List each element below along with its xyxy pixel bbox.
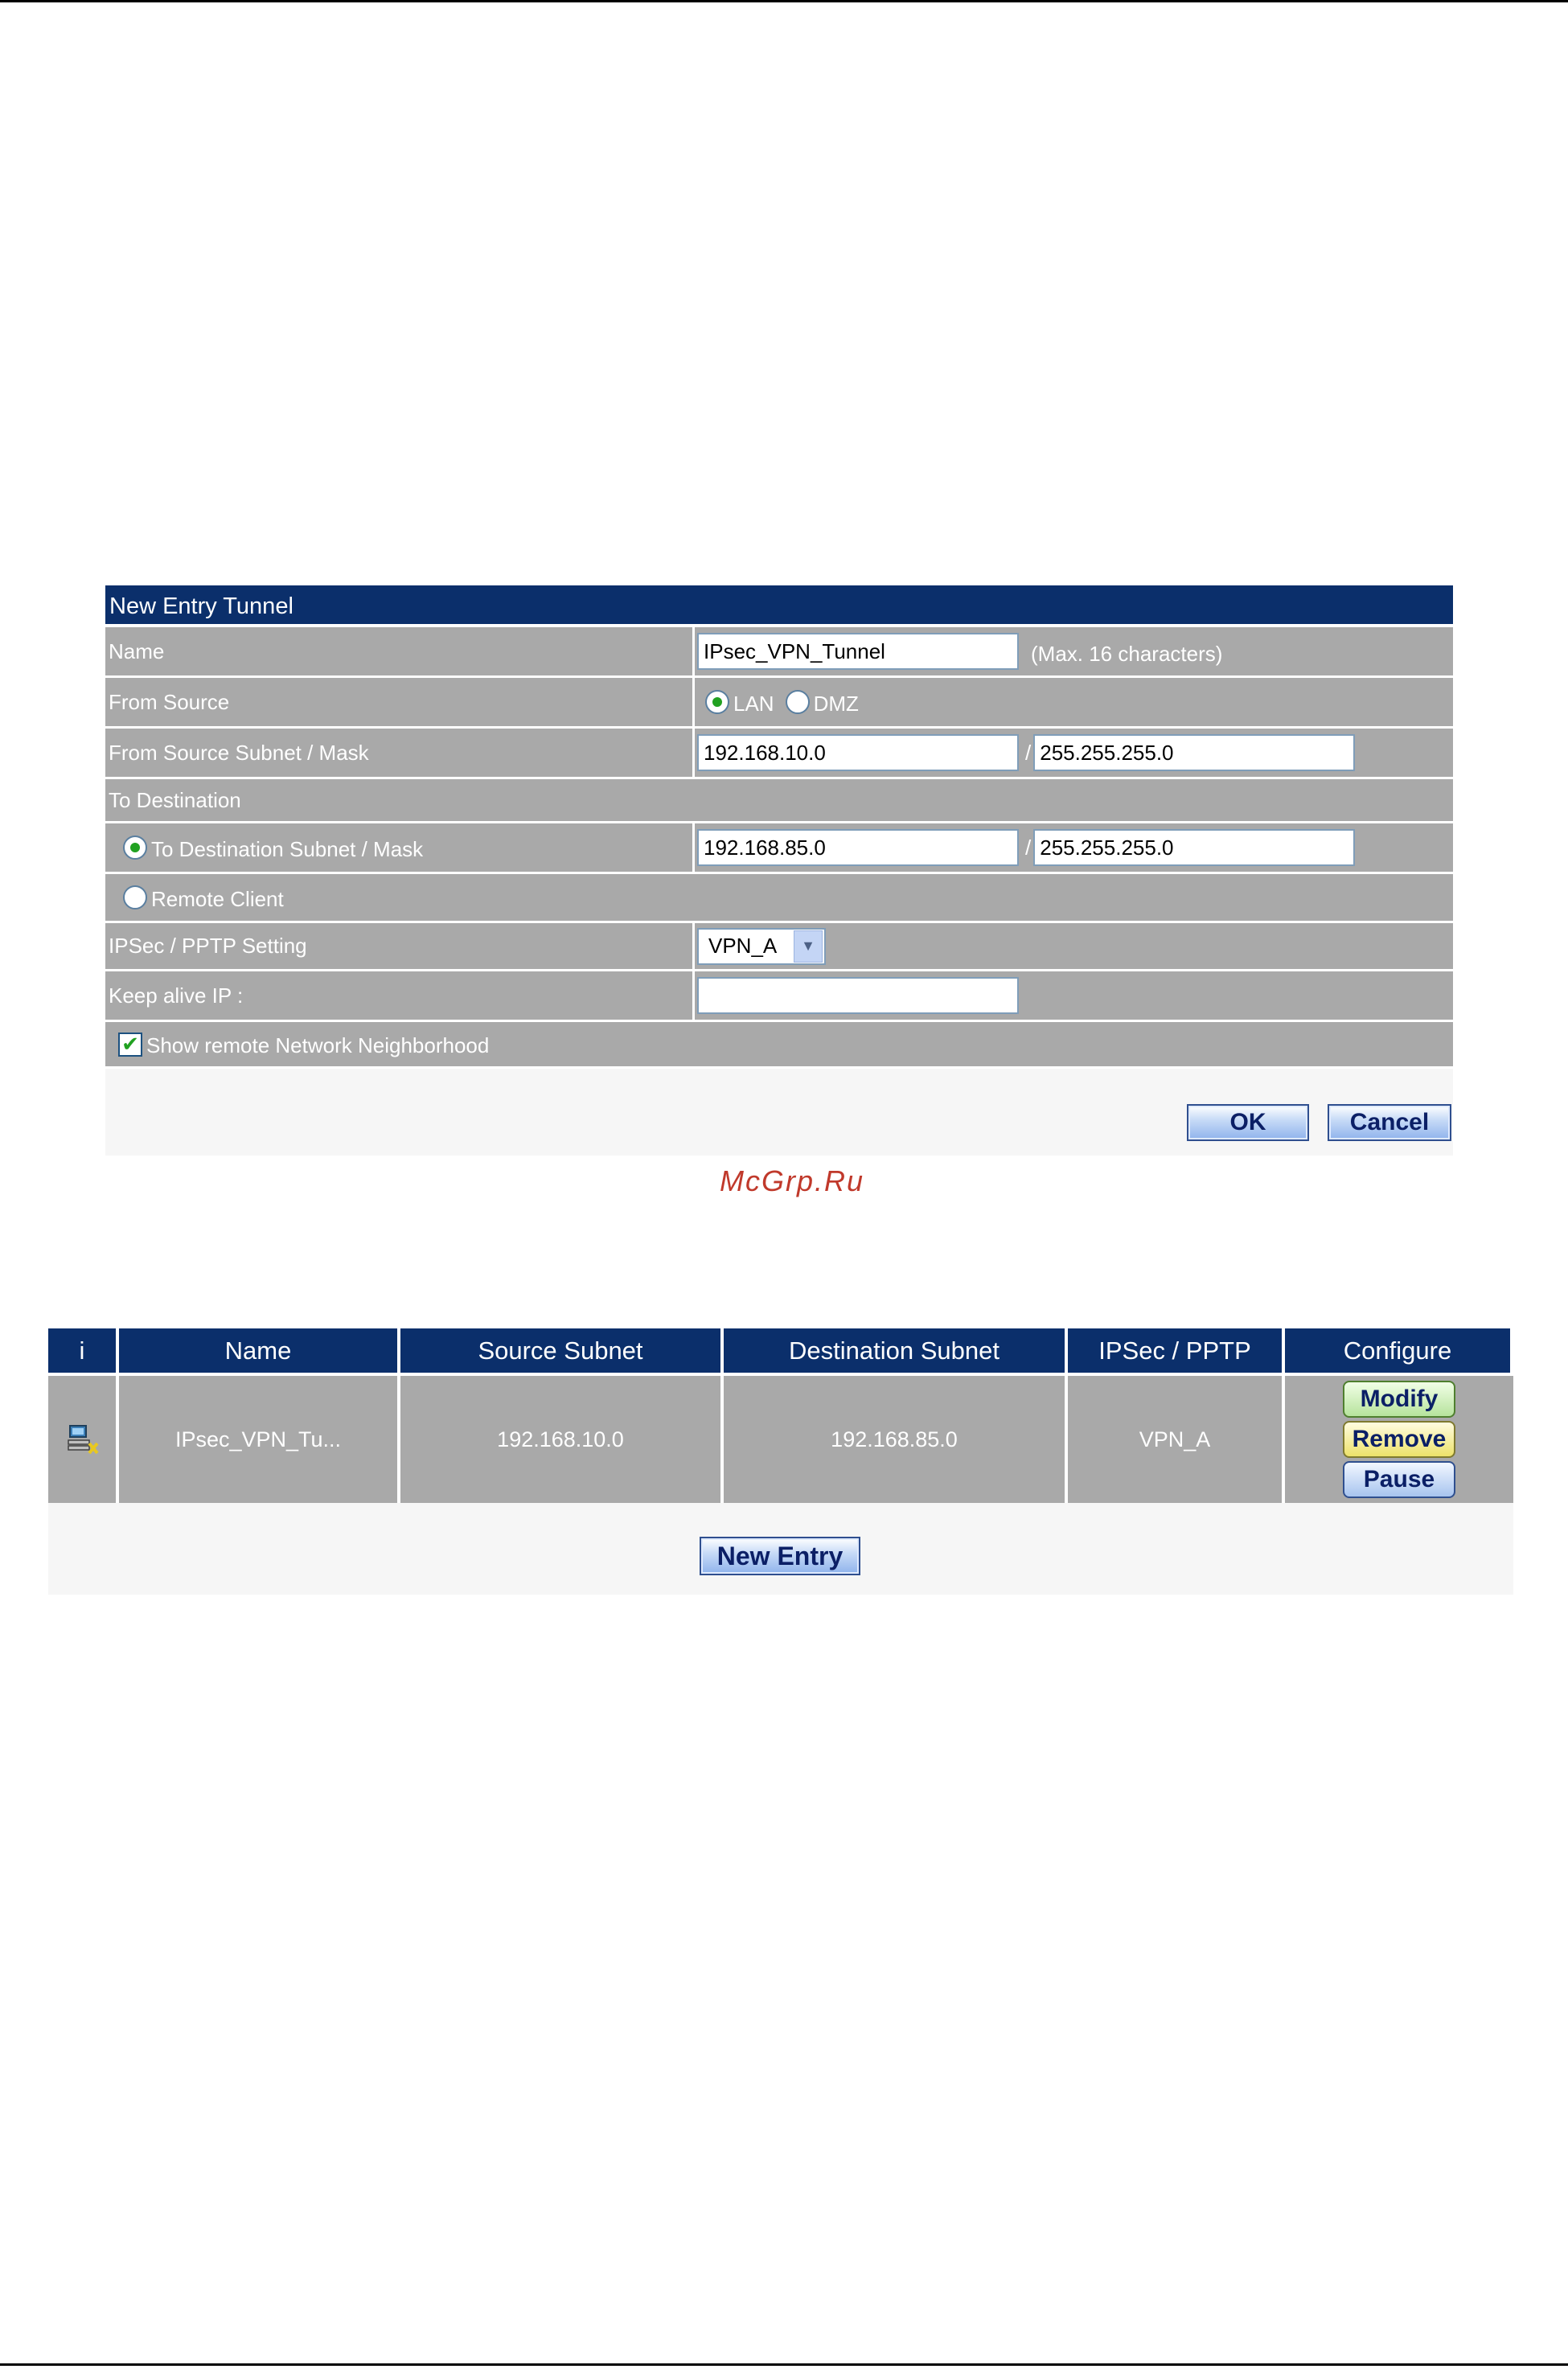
list-button-bar [48,1503,1513,1595]
new-entry-button[interactable]: New Entry [700,1537,860,1575]
keepalive-input[interactable] [697,977,1019,1014]
pause-button[interactable]: Pause [1343,1461,1455,1498]
source-subnet-cell [695,729,1453,777]
chevron-down-icon[interactable]: ▼ [794,930,823,963]
keepalive-row [105,971,1453,1022]
dest-slash: / [1025,835,1032,860]
dest-subnet-input[interactable] [697,829,1019,866]
watermark: McGrp.Ru [719,1164,865,1197]
to-destination-row [105,779,1453,823]
show-neighborhood-cell [105,1022,1453,1066]
remove-button[interactable]: Remove [1343,1421,1455,1458]
lan-radio[interactable] [705,690,729,714]
to-destination-label: To Destination [105,779,1453,821]
ipsec-setting-label: IPSec / PPTP Setting [105,923,695,969]
dest-subnet-cell [695,823,1453,872]
from-source-label: From Source [105,678,695,726]
form-title: New Entry Tunnel [105,585,1453,627]
keepalive-cell [695,971,1453,1020]
remote-client-cell [105,874,1453,921]
show-neighborhood-row [105,1022,1453,1069]
remote-client-label: Remote Client [151,886,284,911]
remote-client-row [105,874,1453,923]
show-neighborhood-label: Show remote Network Neighborhood [146,1033,490,1057]
ipsec-setting-cell [695,923,1453,969]
network-computer-icon [65,1423,99,1456]
col-header-destination-subnet: Destination Subnet [724,1328,1068,1373]
col-header-name: Name [119,1328,400,1373]
source-subnet-row [105,729,1453,779]
col-header-configure: Configure [1285,1328,1513,1373]
source-mask-input[interactable] [1033,734,1355,771]
source-subnet-label: From Source Subnet / Mask [105,729,695,777]
dest-subnet-row [105,823,1453,874]
from-source-row [105,678,1453,729]
name-value-cell [695,627,1453,675]
col-header-source-subnet: Source Subnet [400,1328,724,1373]
top-rule [0,0,1568,2]
table-row-ipsec: VPN_A [1068,1373,1285,1503]
col-header-ipsec-pptp: IPSec / PPTP [1068,1328,1285,1373]
ok-button[interactable]: OK [1187,1104,1309,1141]
tunnel-list [48,1328,1513,1595]
dest-subnet-radio[interactable] [123,836,147,860]
table-row-configure [1285,1373,1513,1503]
bottom-rule [0,2363,1568,2366]
table-row-icon-cell [48,1373,119,1503]
name-label: Name [105,627,695,675]
table-row-source: 192.168.10.0 [400,1373,724,1503]
source-slash: / [1025,740,1032,765]
ipsec-setting-value: VPN_A [708,934,778,958]
col-header-i: i [48,1328,119,1373]
source-subnet-input[interactable] [697,734,1019,771]
table-row-destination: 192.168.85.0 [724,1373,1068,1503]
dest-mask-input[interactable] [1033,829,1355,866]
keepalive-label: Keep alive IP : [105,971,695,1020]
name-row [105,627,1453,678]
new-entry-tunnel-form [105,585,1453,1156]
ipsec-setting-select[interactable] [697,928,826,965]
form-button-bar [105,1069,1453,1156]
lan-radio-label: LAN [733,691,774,716]
tunnel-table [48,1328,1513,1503]
modify-button[interactable]: Modify [1343,1381,1455,1418]
show-neighborhood-checkbox[interactable]: ✔ [118,1033,142,1057]
dmz-radio-label: DMZ [813,691,859,716]
ipsec-setting-row [105,923,1453,971]
name-hint: (Max. 16 characters) [1031,641,1223,666]
dest-subnet-label-cell [105,823,695,872]
remote-client-radio[interactable] [123,885,147,909]
dmz-radio[interactable] [786,690,810,714]
name-input[interactable] [697,633,1019,670]
from-source-options [695,678,1453,726]
table-row-name: IPsec_VPN_Tu... [119,1373,400,1503]
dest-subnet-label: To Destination Subnet / Mask [151,836,424,861]
cancel-button[interactable]: Cancel [1328,1104,1451,1141]
